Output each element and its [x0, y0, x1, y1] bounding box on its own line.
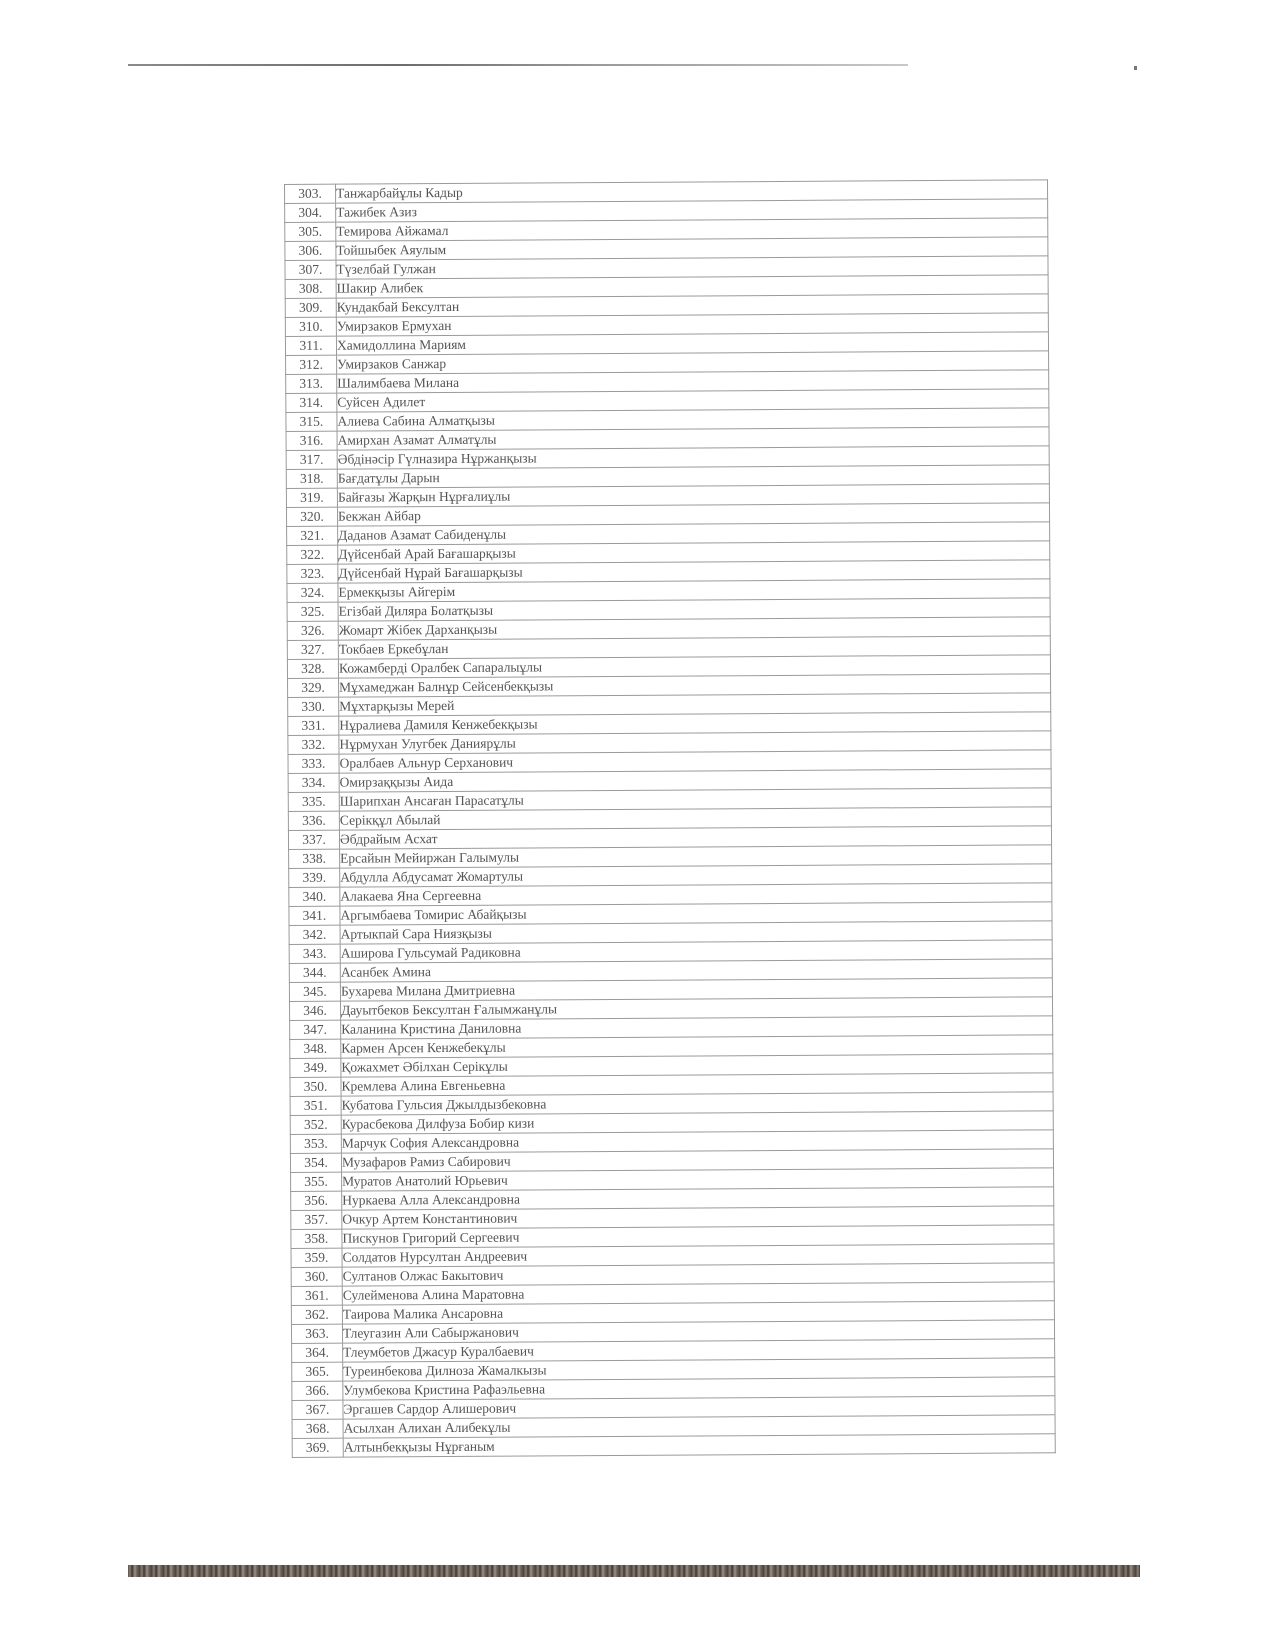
row-full-name: Тлеумбетов Джасур Куралбаевич: [343, 1339, 1055, 1362]
row-number: 315.: [286, 412, 337, 431]
row-number: 351.: [290, 1096, 341, 1115]
row-full-name: Кубатова Гульсия Джылдызбековна: [341, 1092, 1053, 1115]
row-full-name: Серікқұл Абылай: [339, 807, 1051, 830]
row-number: 328.: [287, 659, 338, 678]
row-full-name: Алтынбекқызы Нұрғаным: [343, 1434, 1055, 1457]
scan-top-edge: [128, 64, 908, 66]
row-number: 314.: [286, 393, 337, 412]
row-number: 352.: [290, 1115, 341, 1134]
row-number: 359.: [291, 1248, 342, 1267]
row-full-name: Тажибек Азиз: [336, 199, 1048, 222]
row-number: 324.: [287, 583, 338, 602]
row-number: 353.: [290, 1134, 341, 1153]
row-number: 342.: [289, 925, 340, 944]
row-full-name: Бағдатұлы Дарын: [337, 465, 1049, 488]
row-number: 345.: [289, 982, 340, 1001]
row-number: 363.: [291, 1324, 342, 1343]
row-full-name: Асанбек Амина: [340, 959, 1052, 982]
row-number: 306.: [285, 241, 336, 260]
row-full-name: Даданов Азамат Сабиденұлы: [338, 522, 1050, 545]
row-full-name: Амирхан Азамат Алматұлы: [337, 427, 1049, 450]
row-full-name: Нуркаева Алла Александровна: [342, 1187, 1054, 1210]
row-number: 334.: [288, 773, 339, 792]
row-full-name: Дүйсенбай Нұрай Бағашарқызы: [338, 560, 1050, 583]
row-full-name: Кожамберді Оралбек Сапаралыұлы: [338, 655, 1050, 678]
row-full-name: Шарипхан Ансаған Парасатұлы: [339, 788, 1051, 811]
row-number: 307.: [285, 260, 336, 279]
row-full-name: Хамидоллина Мариям: [336, 332, 1048, 355]
row-number: 361.: [291, 1286, 342, 1305]
row-full-name: Ерсайын Мейиржан Галымулы: [340, 845, 1052, 868]
row-full-name: Дауытбеков Бексултан Ғалымжанұлы: [340, 997, 1052, 1020]
row-number: 325.: [287, 602, 338, 621]
row-number: 367.: [292, 1400, 343, 1419]
row-full-name: Марчук София Александровна: [341, 1130, 1053, 1153]
name-list-sheet: [284, 179, 1056, 1458]
row-number: 305.: [285, 222, 336, 241]
row-full-name: Дүйсенбай Арай Бағашарқызы: [338, 541, 1050, 564]
row-full-name: Кармен Арсен Кенжебекұлы: [341, 1035, 1053, 1058]
row-number: 335.: [288, 792, 339, 811]
row-number: 366.: [292, 1381, 343, 1400]
row-number: 358.: [291, 1229, 342, 1248]
row-number: 341.: [289, 906, 340, 925]
row-number: 316.: [286, 431, 337, 450]
row-number: 330.: [288, 697, 339, 716]
row-full-name: Жомарт Жібек Дарханқызы: [338, 617, 1050, 640]
row-number: 327.: [287, 640, 338, 659]
row-number: 333.: [288, 754, 339, 773]
row-full-name: Түзелбай Гулжан: [336, 256, 1048, 279]
row-full-name: Умирзаков Ермухан: [336, 313, 1048, 336]
row-full-name: Шакир Алибек: [336, 275, 1048, 298]
row-full-name: Танжарбайұлы Кадыр: [336, 180, 1048, 203]
row-number: 320.: [286, 507, 337, 526]
row-full-name: Қожахмет Әбілхан Серікұлы: [341, 1054, 1053, 1077]
row-full-name: Суйсен Адилет: [337, 389, 1049, 412]
row-full-name: Улумбекова Кристина Рафаэльевна: [343, 1377, 1055, 1400]
row-number: 365.: [292, 1362, 343, 1381]
row-full-name: Нұрмухан Улугбек Даниярұлы: [339, 731, 1051, 754]
row-full-name: Таирова Малика Ансаровна: [342, 1301, 1054, 1324]
row-full-name: Аргымбаева Томирис Абайқызы: [340, 902, 1052, 925]
scan-speck: [1134, 66, 1137, 70]
row-number: 340.: [289, 887, 340, 906]
row-full-name: Нұралиева Дамиля Кенжебекқызы: [339, 712, 1051, 735]
row-number: 349.: [290, 1058, 341, 1077]
row-number: 350.: [290, 1077, 341, 1096]
row-number: 337.: [288, 830, 339, 849]
row-full-name: Кремлева Алина Евгеньевна: [341, 1073, 1053, 1096]
row-full-name: Аширова Гульсумай Радиковна: [340, 940, 1052, 963]
row-full-name: Мұхтарқызы Мерей: [339, 693, 1051, 716]
row-number: 312.: [286, 355, 337, 374]
row-number: 348.: [290, 1039, 341, 1058]
row-full-name: Абдулла Абдусамат Жомартулы: [340, 864, 1052, 887]
row-number: 331.: [288, 716, 339, 735]
row-number: 310.: [285, 317, 336, 336]
row-number: 343.: [289, 944, 340, 963]
row-full-name: Кундакбай Бексултан: [336, 294, 1048, 317]
row-number: 329.: [288, 678, 339, 697]
row-full-name: Асылхан Алихан Алибекұлы: [343, 1415, 1055, 1438]
row-number: 356.: [291, 1191, 342, 1210]
table-row: [292, 1434, 1055, 1458]
row-number: 344.: [289, 963, 340, 982]
row-number: 321.: [287, 526, 338, 545]
row-full-name: Сулейменова Алина Маратовна: [342, 1282, 1054, 1305]
row-full-name: Пискунов Григорий Сергеевич: [342, 1225, 1054, 1248]
row-number: 364.: [292, 1343, 343, 1362]
row-full-name: Әбдрайым Асхат: [339, 826, 1051, 849]
row-full-name: Солдатов Нурсултан Андреевич: [342, 1244, 1054, 1267]
row-full-name: Умирзаков Санжар: [337, 351, 1049, 374]
row-number: 326.: [287, 621, 338, 640]
row-full-name: Султанов Олжас Бакытович: [342, 1263, 1054, 1286]
row-number: 355.: [291, 1172, 342, 1191]
row-full-name: Алиева Сабина Алматқызы: [337, 408, 1049, 431]
row-full-name: Омирзаққызы Аида: [339, 769, 1051, 792]
row-full-name: Бухарева Милана Дмитриевна: [340, 978, 1052, 1001]
row-number: 347.: [290, 1020, 341, 1039]
row-number: 313.: [286, 374, 337, 393]
row-number: 322.: [287, 545, 338, 564]
row-full-name: Ермекқызы Айгерім: [338, 579, 1050, 602]
row-full-name: Музафаров Рамиз Сабирович: [341, 1149, 1053, 1172]
row-number: 360.: [291, 1267, 342, 1286]
row-full-name: Мұхамеджан Балнұр Сейсенбекқызы: [339, 674, 1051, 697]
name-list-body: [285, 180, 1056, 1458]
row-number: 304.: [285, 203, 336, 222]
row-full-name: Шалимбаева Милана: [337, 370, 1049, 393]
row-number: 323.: [287, 564, 338, 583]
row-full-name: Бекжан Айбар: [337, 503, 1049, 526]
row-number: 368.: [292, 1419, 343, 1438]
row-full-name: Тойшыбек Аяулым: [336, 237, 1048, 260]
row-number: 332.: [288, 735, 339, 754]
row-full-name: Эргашев Сардор Алишерович: [343, 1396, 1055, 1419]
row-number: 362.: [291, 1305, 342, 1324]
name-list-table: [284, 179, 1056, 1458]
row-number: 311.: [285, 336, 336, 355]
row-number: 318.: [286, 469, 337, 488]
row-number: 369.: [292, 1438, 343, 1457]
row-number: 357.: [291, 1210, 342, 1229]
row-full-name: Каланина Кристина Даниловна: [341, 1016, 1053, 1039]
row-number: 354.: [290, 1153, 341, 1172]
row-number: 346.: [289, 1001, 340, 1020]
row-full-name: Егізбай Диляра Болатқызы: [338, 598, 1050, 621]
row-full-name: Алакаева Яна Сергеевна: [340, 883, 1052, 906]
row-full-name: Туреинбекова Дилноза Жамалкызы: [343, 1358, 1055, 1381]
row-number: 338.: [289, 849, 340, 868]
row-full-name: Әбдінәсір Гүлназира Нұржанқызы: [337, 446, 1049, 469]
row-number: 309.: [285, 298, 336, 317]
row-number: 303.: [285, 184, 336, 203]
row-number: 339.: [289, 868, 340, 887]
row-full-name: Муратов Анатолий Юрьевич: [342, 1168, 1054, 1191]
row-full-name: Очкур Артем Константинович: [342, 1206, 1054, 1229]
row-number: 308.: [285, 279, 336, 298]
row-full-name: Оралбаев Альнур Серханович: [339, 750, 1051, 773]
row-full-name: Токбаев Еркебұлан: [338, 636, 1050, 659]
row-number: 317.: [286, 450, 337, 469]
row-full-name: Байғазы Жарқын Нұрғалиұлы: [337, 484, 1049, 507]
row-full-name: Тлеугазин Али Сабыржанович: [342, 1320, 1054, 1343]
row-full-name: Темирова Айжамал: [336, 218, 1048, 241]
row-number: 336.: [288, 811, 339, 830]
row-full-name: Артыкпай Сара Ниязқызы: [340, 921, 1052, 944]
row-full-name: Курасбекова Дилфуза Бобир кизи: [341, 1111, 1053, 1134]
scan-bottom-edge: [128, 1565, 1140, 1577]
row-number: 319.: [286, 488, 337, 507]
